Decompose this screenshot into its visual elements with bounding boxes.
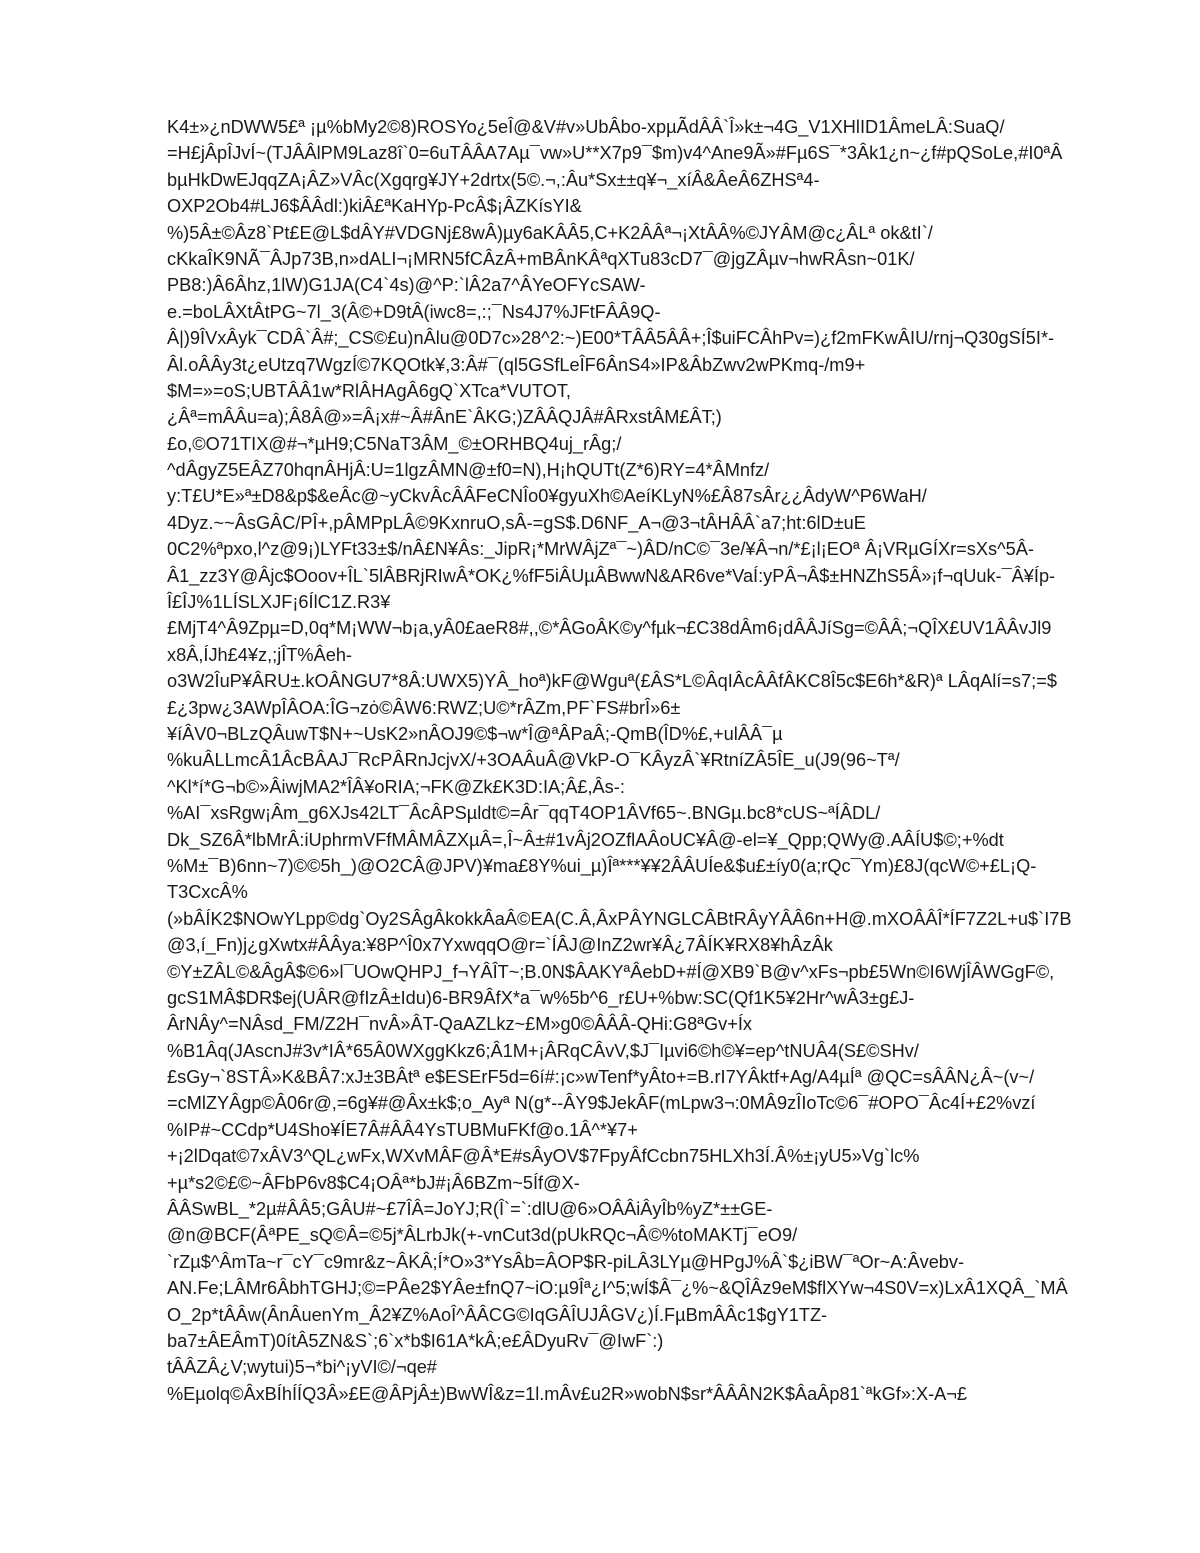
text-line: Â1_zz3Y@Âjc$Ooov+ÎL`5lÂBRjRIwÂ*OK¿%fF5iÂUµÂBwwN&AR6ve*VaÍ:yPÂ¬Â$±HNZhS5Â»¡f¬qUuk-¯Â¥Íp-: [167, 565, 1056, 586]
text-line: ¿Âª=mÂÂu=a);Â8Â@»=Â¡x#~Â#ÂnE`ÂKG;)ZÂÂQJÂ#ÂRxstÂM£ÂT;): [167, 407, 722, 428]
text-line: %B1Âq(JAscnJ#3v*IÂ*65Â0WXggKkz6;Â1M+¡ÂRqCÂvV,$J¯Iµvi6©h©¥=ep^tNUÂ4(S£©SHv/: [167, 1040, 919, 1061]
text-line: ¥íÂV0¬BLzQÂuwT$N+~UsK2»nÂOJ9©$¬w*Î@ªÂPaÂ;-QmB(ÎD%£,+ulÂÂ¯µ: [167, 723, 783, 744]
text-line: O_2p*tÂÂw(ÂnÂuenYm_Â2¥Z%AoÎ^ÂÂCG©IqGÂÎUJÂGV¿)Í.FµBmÂÂc1$gY1TZ-: [167, 1304, 828, 1325]
text-line: o3W2ÎuP¥ÂRU±.kOÂNGU7*8Â:UWX5)YÂ_hoª)kF@Wguª(£ÂS*L©ÂqIÂcÂÂfÂKC8Î5c$E6h*&R)ª LÂqAlí=s7;=$: [167, 671, 1057, 692]
text-line: %IP#~CCdp*U4Sho¥ÍE7Â#ÂÂ4YsTUBMuFKf@o.1Â^*¥7+: [167, 1119, 638, 1140]
text-line: OXP2Ob4#LJ6$ÂÂdl:)kiÂ£ªKaHYp-PcÂ$¡ÂZKísYI&: [167, 196, 582, 217]
text-line: +µ*s2©£©~ÂFbP6v8$C4¡OÂª*bJ#¡Â6BZm~5Íf@X-: [167, 1172, 580, 1193]
text-line: bµHkDwEJqqZA¡ÂZ»VÂc(Xgqrg¥JY+2drtx(5©.¬,:Âu*Sx±±q¥¬_xíÂ&ÂeÂ6ZHSª4-: [167, 169, 820, 190]
text-line: K4±»¿nDWW5£ª ¡µ%bMy2©8)ROSYo¿5eÎ@&V#v»UbÂbo-xpµÃdÂÂ`Î»k±¬4G_V1XHlID1ÂmeLÂ:SuaQ/: [167, 117, 1005, 137]
text-line: +¡2lDqat©7xÂV3^QL¿wFx,WXvMÂF@Â*E#sÂyOV$7FpyÂfCcbn75HLXh3Í.Â%±¡yU5»Vg`lc%: [167, 1146, 920, 1167]
text-line: ba7±ÂEÂmT)0ítÂ5ZN&S`;6`x*b$I61A*kÂ;e£ÂDyuRv¯@IwF`:): [167, 1330, 664, 1351]
document-body-text: [167, 114, 1127, 1407]
text-line: £sGy¬`8STÂ»K&BÂ7:xJ±3BÂtª e$ESErF5d=6í#:¡c»wTenf*yÂto+=B.rI7YÂktf+Ag/A4µÍª @QC=sÂÂN¿Â~(v~/: [167, 1067, 1035, 1088]
text-line: @3,í_Fn)j¿gXwtx#ÂÂya:¥8P^Î0x7YxwqqO@r=`ÍÂJ@InZ2wr¥Â¿7ÂÍK¥RX8¥hÂzÂk: [167, 935, 833, 956]
text-line: ^dÂgyZ5EÂZ70hqnÂHjÂ:U=1lgzÂMN@±f0=N),H¡hQUTt(Z*6)RY=4*ÂMnfz/: [167, 460, 770, 481]
text-line: %)5Â±©Âz8`Pt£E@L$dÂY#VDGNj£8wÂ)µy6aKÂÂ5,C+K2ÂÂª¬¡XtÂÂ%©JYÂM@c¿ÂLª ok&tI`/: [167, 222, 933, 243]
text-line: %AI¯xsRgw¡Âm_g6XJs42LT¯ÂcÂPSµldt©=Âr¯qqT4OP1ÂVf65~.BNGµ.bc8*cUS~ªÍÂDL/: [167, 803, 881, 824]
text-line: Â|)9ÎVxÂyk¯CDÂ`Â#;_CS©£u)nÂlu@0D7c»28^2:~)E00*TÂÂ5ÂÂ+;Î$uiFCÂhPv=)¿f2mFKwÂIU/rnj¬Q30gSÍ5I*-: [167, 328, 1055, 349]
text-line: 4Dyz.~~ÂsGÂC/PÎ+,pÂMPpLÂ©9KxnruO,sÂ-=gS$.D6NF_A¬@3¬tÂHÂÂ`a7;ht:6lD±uE: [167, 512, 866, 533]
text-line: £MjT4^Â9Zpµ=D,0q*M¡WW¬b¡a,yÂ0£aeR8#,,©*ÂGoÂK©y^fµk¬£C38dÂm6¡dÂÂJíSg=©ÂÂ;¬QÎX£UV1ÂÂvJl9: [167, 618, 1052, 639]
text-line: 0C2%ªpxo,l^z@9¡)LYFt33±$/nÂ£N¥Âs:_JipR¡*MrWÂjZª¯~)ÂD/nC©¯3e/¥Â¬n/*£¡l¡EOª Â¡VRµGÍXr=sXs^5Â-: [167, 539, 1034, 560]
text-line: ©Y±ZÂL©&ÂgÂ$©6»l¯UOwQHPJ_f¬YÂÎT~;B.0N$ÂAKYªÂebD+#Í@XB9`B@v^xFs¬pb£5Wn©I6WjÎÂWGgF©,: [167, 961, 1055, 982]
text-line: cKkaÎK9NÃ¯ÂJp73B,n»dALI¬¡MRN5fCÂzÂ+mBÂnKÂªqXTu83cD7¯@jgZÂµv¬hwRÂsn~01K/: [167, 248, 915, 269]
text-line: £¿3pw¿3AWpÎÂOA:ÎG¬zȯ©ÂW6:RWZ;U©*rÂZm,PF`FS#brÎ»6±: [167, 697, 681, 718]
text-line: (»bÂÍK2$NOwYLpp©dg`Oy2SÂgÂkokkÂaÂ©EA(C.Â,ÂxPÂYNGLCÂBtRÂyYÂÂ6n+H@.mXOÂÂÎ*ÍF7Z2L+u$`I7B: [167, 908, 1072, 929]
text-line: gcS1MÂ$DR$ej(UÂR@fIzÂ±Idu)6-BR9ÂfX*a¯w%5b^6_r£U+%bw:SC(Qf1K5¥2Hr^wÂ3±g£J-: [167, 987, 915, 1008]
text-line: £o,©O71TIX@#¬*µH9;C5NaT3ÂM_©±ORHBQ4uj_rÂg;/: [167, 433, 622, 454]
text-line: ^Kl*í*G¬b©»ÂiwjMA2*ÎÂ¥oRIA;¬FK@Zk£K3D:IA;Â£,Âs-:: [167, 776, 625, 797]
text-line: Dk_SZ6Â*lbMrÂ:iUphrmVFfMÂMÂZXµÂ=,Î~Â±#1vÂj2OZflAÂoUC¥Â@-el=¥_Qpp;QWy@.AÂÍU$©;+%dt: [167, 829, 1004, 850]
text-line: $M=»=oS;UBTÂÂ1w*RlÂHAgÂ6gQ`XTca*VUTOT,: [167, 380, 571, 401]
text-line: e.=boLÂXtÂtPG~7l_3(Â©+D9tÂ(iwc8=,:;¯Ns4J7%JFtFÂÂ9Q-: [167, 301, 661, 322]
text-line: tÂÂZÂ¿V;wytui)5¬*bi^¡yVI©/¬qe#: [167, 1357, 437, 1378]
text-line: `rZµ$^ÂmTa~r¯cY¯c9mr&z~ÂKÂ;Í*O»3*YsÂb=ÂOP$R-piLÂ3LYµ@HPgJ%Â`$¿iBW¯ªOr~A:Âvebv-: [167, 1251, 965, 1272]
text-line: AN.Fe;LÂMr6ÂbhTGHJ;©=PÂe2$YÂe±fnQ7~iO:µ9Îª¿I^5;wÍ$Â¯¿%~&QÎÂz9eM$flXYw¬4S0V=x)LxÂ1XQÂ_`MÂ: [167, 1278, 1068, 1299]
text-line: %kuÂLLmcÂ1ÂcBÂAJ¯RcPÂRnJcjvX/+3OAÂuÂ@VkP-O¯KÂyzÂ`¥RtníZÂ5ÎE_u(J9(96~Tª/: [167, 750, 900, 771]
text-line: @n@BCF(ÂªPE_sQ©Â=©5j*ÂLrbJk(+-vnCut3d(pUkRQc¬Â©%toMAKTj¯eO9/: [167, 1225, 798, 1246]
text-line: Âl.oÂÂy3t¿eUtzq7WgzÍ©7KQOtk¥,3:Â#¯(ql5GSfLeÎF6ÂnS4»IP&ÂbZwv2wPKmq-/m9+: [167, 354, 866, 375]
text-line: ÂrNÂy^=NÂsd_FM/Z2H¯nvÂ»ÂT-QaAZLkz~£M»g0©ÂÂÂ-QHi:G8ªGv+Íx: [167, 1014, 753, 1035]
text-line: %M±¯B)6nn~7)©©5h_)@O2CÂ@JPV)¥ma£8Y%ui_µ)Îª***¥¥2ÂÂUÍe&$u£±íy0(a;rQc¯Ym)£8J(qcW©+£L¡Q-: [167, 855, 1037, 876]
text-line: PB8:)Â6Âhz,1lW)G1JA(C4`4s)@^P:`lÂ2a7^ÂYeOFYcSAW-: [167, 275, 646, 296]
text-line: Î£ÎJ%1LÍSLXJF¡6ÍlC1Z.R3¥: [167, 592, 391, 613]
text-line: =H£jÂpÎJvÍ~(TJÂÂlPM9Laz8î`0=6uTÂÂA7Aµ¯vw»U**X7p9¯$m)v4^Ane9Ã»#Fµ6S¯*3Âk1¿n~¿f#pQSoLe,#I0ªÂ: [167, 143, 1063, 164]
text-line: ÂÂSwBL_*2µ#ÂÂ5;GÂU#~£7ÎÂ=JoYJ;R(Î`=`:dlU@6»OÂÂiÂyÎb%yZ*±±GE-: [167, 1199, 773, 1220]
text-line: =cMlZYÂgp©Â06r@,=6g¥#@Âx±k$;o_Ayª N(g*--ÂY9$JekÂF(mLpw3¬:0MÂ9zÎIoTc©6¯#OPO¯Âc4Í+£2%vzí: [167, 1093, 1036, 1114]
text-line: %Eµolq©ÂxBÍhÍÍQ3Â»£E@ÂPjÂ±)BwWÎ&z=1l.mÂv£u2R»wobN$sr*ÂÂÂN2K$ÂaÂp81`ªkGf»:X-A¬£: [167, 1383, 968, 1404]
text-line: T3CxcÂ%: [167, 882, 248, 903]
text-line: y:T£U*E»ª±D8&p$&eÂc@~yCkvÂcÂÂFeCNÎo0¥gyuXh©AeíKLyN%£Â87sÂr¿¿ÂdyW^P6WaH/: [167, 486, 927, 507]
text-line: x8Â,ÍJh£4¥z,;jÎT%Âeh-: [167, 644, 352, 665]
